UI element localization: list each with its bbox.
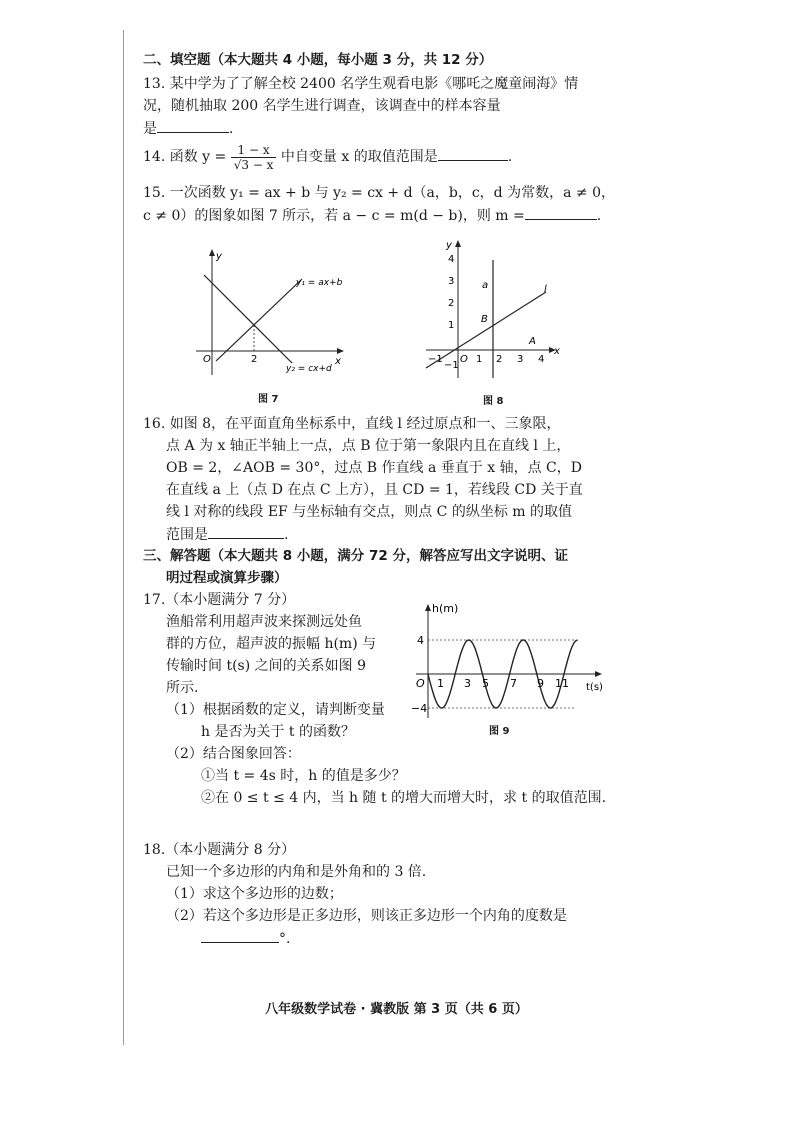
q14-answer-blank[interactable] [438,146,508,161]
fig9-caption: 图 9 [489,726,510,737]
fig8-tick-labels [428,254,544,371]
q13-answer-blank[interactable] [157,118,229,133]
q14-numerator: 1 − x [231,143,277,158]
fig9-xtick-5: 5 [482,677,489,690]
q17-para-1: 渔船常利用超声波来探测远处鱼 [166,614,362,630]
q16-answer-blank[interactable] [208,524,284,539]
fig7-label-origin: O [203,354,211,365]
fig7-line-y1 [216,279,302,361]
q15-text-pre: c ≠ 0）的图象如图 7 所示，若 a − c = m(d − b)，则 m = [143,208,525,224]
fig7-label-2: 2 [251,354,258,365]
q14-fraction [231,143,277,172]
fig9-label-t: t(s) [586,682,603,693]
q17-sub-1a: （1）根据函数的定义，请判断变量 [166,702,385,718]
fig8-line-l [426,292,546,368]
page-footer: 八年级数学试卷 · 冀教版 第 3 页（共 6 页） [265,1002,528,1017]
fig9-xticks [437,677,569,690]
binding-margin-line [123,30,124,1045]
fig8-ytick-1: 1 [448,320,455,331]
q14-text-end: . [507,149,513,165]
q16-text-pre: 范围是 [166,527,208,543]
q13-text-pre: 是 [143,121,157,137]
fig8-label-l: l [544,284,547,295]
fig8-ytick-2: 2 [448,298,455,309]
q14-denominator: √3 − x [233,157,274,172]
fig8-xtick-m1: −1 [428,354,443,365]
fig8-ytick-3: 3 [448,276,455,287]
fig8-ytick-4: 4 [448,254,455,265]
q13-line-2: 况，随机抽取 200 名学生进行调查，该调查中的样本容量 [143,98,501,114]
fig9-y-arrow [425,604,431,611]
fig9-label-h: h(m) [432,602,459,615]
fig8-label-A: A [529,336,536,347]
q16-line-4: 在直线 a 上（点 D 在点 C 上方），且 CD = 1，若线段 CD 关于直 [166,482,583,498]
q18-line-4 [201,928,290,949]
q16-line-1: 16. 如图 8，在平面直角坐标系中，直线 l 经过原点和一、三象限， [143,416,561,432]
q17-para-2: 群的方位，超声波的振幅 h(m) 与 [166,636,377,652]
q16-line-5: 线 l 对称的线段 EF 与坐标轴有交点，则点 C 的纵坐标 m 的取值 [166,504,572,520]
q14-line [143,140,512,174]
fig9-label-m4: −4 [411,702,428,715]
fig9-x-arrow [595,671,602,677]
fig8-xtick-1: 1 [476,354,483,365]
section-heading-answer-1: 三、解答题（本大题共 8 小题，满分 72 分，解答应写出文字说明、证 [143,548,568,564]
q13-text-post: . [229,121,234,137]
fig7-label-y: y [216,251,222,262]
fig8-y-arrow [455,240,461,247]
q18-answer-blank[interactable] [201,928,279,943]
fig9-xtick-11: 11 [555,677,569,690]
fig7-x-arrow [337,348,344,354]
fig8-ytick-m1: −1 [444,360,459,371]
q14-text-post: 中自变量 x 的取值范围是 [280,149,438,165]
q17-para-3: 传输时间 t(s) 之间的关系如图 9 [166,658,366,674]
q17-sub-2a: ①当 t = 4s 时，h 的值是多少？ [201,768,406,784]
q18-line-3: （2）若这个多边形是正多边形，则该正多边形一个内角的度数是 [166,908,567,924]
q16-line-2: 点 A 为 x 轴正半轴上一点，点 B 位于第一象限内且在直线 l 上， [166,438,571,454]
fig9-xtick-3: 3 [464,677,471,690]
fig8-label-y: y [446,240,452,251]
figure-8 [420,236,570,386]
q13-line-1: 13. 某中学为了了解全校 2400 名学生观看电影《哪吒之魔童闹海》情 [143,76,579,92]
fig7-line-y2 [204,275,292,363]
q15-line-2 [143,205,601,226]
section-heading-answer-2: 明过程或演算步骤） [166,570,288,586]
fig8-label-B: B [481,314,488,325]
fig8-label-origin: O [460,354,468,365]
fig9-label-origin: O [416,677,425,690]
q17-sub-2b: ②在 0 ≤ t ≤ 4 内，当 h 随 t 的增大而增大时，求 t 的取值范围. [201,790,607,806]
q18-head: 18.（本小题满分 8 分） [143,842,296,858]
q17-sub-1b: h 是否为关于 t 的函数？ [201,724,355,740]
section-heading-fill-in: 二、填空题（本大题共 4 小题，每小题 3 分，共 12 分） [143,52,493,68]
q18-text-post: °. [279,931,291,947]
fig7-caption: 图 7 [258,394,279,405]
fig7-label-y1: y₁ = ax+b [296,278,343,288]
figure-7 [190,245,350,385]
q18-line-1: 已知一个多边形的内角和是外角和的 3 倍. [166,864,427,880]
figure-9 [410,598,610,720]
fig8-xtick-2: 2 [496,354,503,365]
q15-line-1: 15. 一次函数 y₁ = ax + b 与 y₂ = cx + d（a，b，c，d 为常数，a ≠ 0， [143,185,615,201]
q14-text-pre: 14. 函数 y = [143,149,227,165]
fig9-label-4: 4 [417,634,424,647]
fig8-label-x: x [554,346,560,357]
fig8-xtick-3: 3 [517,354,524,365]
fig8-caption: 图 8 [483,396,504,407]
fig9-xtick-1: 1 [437,677,444,690]
fig9-xtick-7: 7 [510,677,517,690]
q15-answer-blank[interactable] [525,205,597,220]
q17-para-4: 所示. [166,680,199,696]
q18-line-2: （1）求这个多边形的边数； [166,886,343,902]
q15-text-post: . [596,208,602,224]
fig9-xtick-9: 9 [537,677,544,690]
q16-line-3: OB = 2，∠AOB = 30°，过点 B 作直线 a 垂直于 x 轴，点 C，D [166,460,582,476]
fig7-label-x: x [335,356,341,367]
q17-sub-2: （2）结合图象回答： [166,746,301,762]
q13-line-3 [143,118,233,139]
fig7-label-y2: y₂ = cx+d [286,364,332,374]
q16-line-6 [166,524,288,545]
fig8-xtick-4: 4 [538,354,545,365]
fig8-label-a: a [482,280,489,291]
fig7-y-arrow [209,249,215,256]
q17-head: 17.（本小题满分 7 分） [143,592,296,608]
q16-text-post: . [284,527,289,543]
